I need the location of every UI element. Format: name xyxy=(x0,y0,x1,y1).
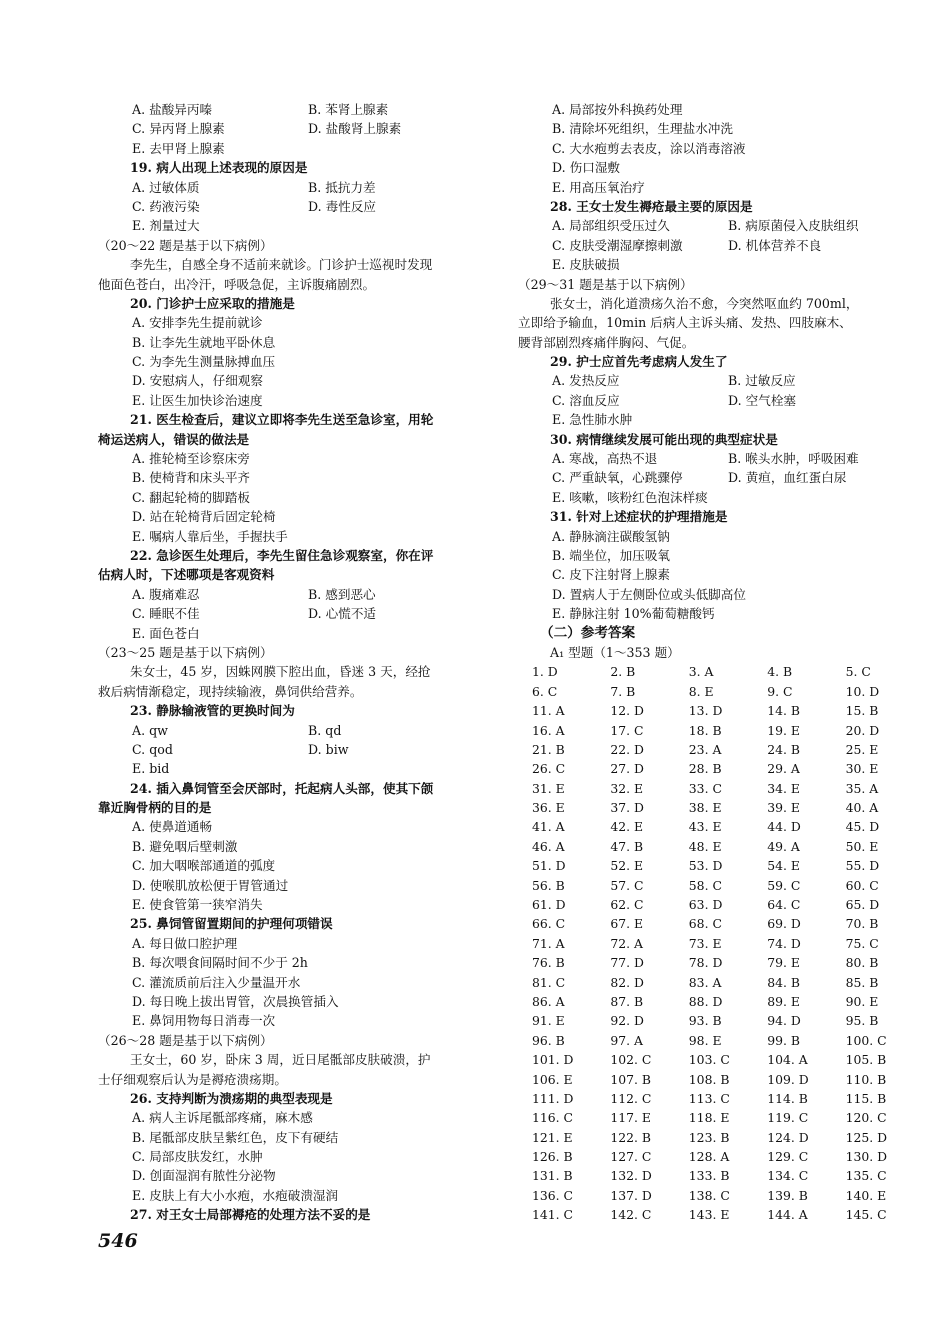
answer-cell: 36. E xyxy=(532,800,565,816)
text-line: 士仔细观察后认为是褥疮溃疡期。 xyxy=(98,1071,287,1087)
answer-cell: 110. B xyxy=(845,1071,887,1087)
answer-cell: 99. B xyxy=(767,1032,800,1048)
option-text: B. 感到恶心 xyxy=(308,586,376,602)
option-text: C. 异丙肾上腺素 xyxy=(132,121,225,137)
answer-cell: 77. D xyxy=(610,955,644,971)
answer-cell: 139. B xyxy=(767,1187,808,1203)
answer-row xyxy=(518,759,910,778)
answer-cell: 111. D xyxy=(532,1090,574,1106)
answer-cell: 126. B xyxy=(532,1149,573,1165)
text-line: C. 大水疱剪去表皮，涂以消毒溶液 xyxy=(552,140,746,156)
question-text: 椅运送病人，错误的做法是 xyxy=(98,431,250,447)
text-line: 立即给予输血，10min 后病人主诉头痛、发热、四肢麻木、 xyxy=(518,315,852,331)
question-text: 28. 王女士发生褥疮最主要的原因是 xyxy=(550,198,753,214)
answer-row xyxy=(518,1070,910,1089)
answer-cell: 63. D xyxy=(688,897,723,913)
text-line: E. 用高压氧治疗 xyxy=(552,179,645,195)
option-text: B. qd xyxy=(308,722,342,738)
answer-cell: 88. D xyxy=(688,993,723,1009)
answer-cell: 66. C xyxy=(532,916,566,932)
answer-cell: 73. E xyxy=(688,935,722,951)
answer-cell: 37. D xyxy=(610,800,644,816)
text-line: A. 局部按外科换药处理 xyxy=(552,102,683,117)
answer-cell: 27. D xyxy=(610,761,644,777)
text-line: E. 剂量过大 xyxy=(132,218,200,234)
text-line: A. 静脉滴注碳酸氢钠 xyxy=(552,528,670,544)
text-line: E. 皮肤破损 xyxy=(552,257,620,273)
text-line: B. 避免咽后壁刺激 xyxy=(132,838,238,854)
answer-cell: 95. B xyxy=(845,1013,879,1029)
answer-cell: 55. D xyxy=(845,858,880,874)
answer-cell: 92. D xyxy=(610,1013,644,1029)
answer-cell: 24. B xyxy=(767,741,800,757)
answer-cell: 74. D xyxy=(767,935,801,951)
option-text: C. 溶血反应 xyxy=(552,392,620,408)
question-text: 29. 护士应首先考虑病人发生了 xyxy=(550,354,728,370)
answer-cell: 54. E xyxy=(767,858,800,874)
answer-cell: 140. E xyxy=(845,1187,887,1203)
text-line: E. 让医生加快诊治速度 xyxy=(132,392,263,408)
answer-cell: 11. A xyxy=(532,703,565,719)
question-text: 27. 对王女士局部褥疮的处理方法不妥的是 xyxy=(130,1207,371,1223)
text-line: E. 皮肤上有大小水疱，水疱破溃湿润 xyxy=(132,1187,339,1203)
text-line: D. 置病人于左侧卧位或头低脚高位 xyxy=(552,586,746,602)
text-line: B. 端坐位，加压吸氧 xyxy=(552,547,671,563)
answer-cell: 59. C xyxy=(767,877,801,893)
text-line: 李先生，自感全身不适前来就诊。门诊护士巡视时发现 xyxy=(130,257,433,273)
answer-cell: 141. C xyxy=(532,1207,574,1223)
answer-row xyxy=(518,701,910,720)
answers-subheading: A₁ 型题（1～353 题） xyxy=(550,644,680,660)
answer-row xyxy=(518,914,910,933)
option-text: B. 喉头水肿，呼吸困难 xyxy=(728,451,859,467)
question-text: 21. 医生检查后，建议立即将李先生送至急诊室，用轮 xyxy=(130,412,434,428)
answer-row xyxy=(518,973,910,992)
text-line: （20～22 题是基于以下病例） xyxy=(98,237,273,253)
answer-cell: 42. E xyxy=(610,819,644,835)
option-text: C. 严重缺氧，心跳骤停 xyxy=(552,470,683,486)
answer-cell: 70. B xyxy=(845,916,879,932)
answer-cell: 62. C xyxy=(610,897,644,913)
answer-cell: 113. C xyxy=(688,1090,730,1106)
answer-cell: 90. E xyxy=(845,993,879,1009)
option-text: D. 机体营养不良 xyxy=(728,237,822,253)
text-line: B. 每次喂食间隔时间不少于 2h xyxy=(132,955,308,971)
text-line: 朱女士，45 岁，因蛛网膜下腔出血，昏迷 3 天，经抢 xyxy=(130,664,431,680)
answer-cell: 21. B xyxy=(532,741,565,757)
text-line: C. 局部皮肤发红，水肿 xyxy=(132,1149,263,1165)
answer-row xyxy=(518,1031,910,1050)
text-line: E. 咳嗽，咳粉红色泡沫样痰 xyxy=(552,489,708,505)
text-line: （23～25 题是基于以下病例） xyxy=(98,644,273,660)
answer-cell: 18. B xyxy=(688,722,722,738)
option-text: B. 过敏反应 xyxy=(728,373,796,389)
option-text: B. 病原菌侵入皮肤组织 xyxy=(728,218,859,234)
text-line: E. 使食管第一狭窄消失 xyxy=(132,897,263,913)
answer-row xyxy=(518,1089,910,1108)
answer-cell: 4. B xyxy=(767,664,793,680)
option-pair xyxy=(98,178,490,197)
answer-cell: 20. D xyxy=(845,722,880,738)
answer-cell: 38. E xyxy=(688,800,722,816)
text-line: C. 翻起轮椅的脚踏板 xyxy=(132,489,250,505)
answer-cell: 7. B xyxy=(610,683,636,699)
question-text: 19. 病人出现上述表现的原因是 xyxy=(130,160,308,176)
answer-cell: 84. B xyxy=(767,974,800,990)
text-line: B. 尾骶部皮肤呈紫红色，皮下有硬结 xyxy=(132,1129,339,1145)
option-text: D. biw xyxy=(308,741,349,757)
option-pair xyxy=(98,740,490,759)
answer-cell: 83. A xyxy=(688,974,722,990)
answer-cell: 12. D xyxy=(610,703,644,719)
answer-row xyxy=(518,1011,910,1030)
text-line: A. 病人主诉尾骶部疼痛，麻木感 xyxy=(132,1110,313,1126)
option-text: A. 寒战，高热不退 xyxy=(552,451,658,467)
answer-cell: 68. C xyxy=(688,916,722,932)
answer-cell: 49. A xyxy=(767,838,800,854)
option-text: C. qod xyxy=(132,741,173,757)
answer-cell: 78. D xyxy=(688,955,723,971)
answer-row xyxy=(518,1050,910,1069)
answer-cell: 67. E xyxy=(610,916,644,932)
answer-cell: 133. B xyxy=(688,1168,730,1184)
answer-row xyxy=(518,1186,910,1205)
text-line: D. 创面湿润有脓性分泌物 xyxy=(132,1168,276,1184)
answer-cell: 8. E xyxy=(688,683,714,699)
option-text: C. 皮肤受潮湿摩擦刺激 xyxy=(552,237,683,253)
answer-cell: 41. A xyxy=(532,819,565,835)
answer-cell: 107. B xyxy=(610,1071,652,1087)
text-line: A. 安排李先生提前就诊 xyxy=(132,315,263,331)
answer-row xyxy=(518,1205,910,1224)
text-line: E. 急性肺水肿 xyxy=(552,412,633,428)
answer-cell: 91. E xyxy=(532,1013,565,1029)
answer-cell: 80. B xyxy=(845,955,879,971)
answer-row xyxy=(518,721,910,740)
text-line: A. 每日做口腔护理 xyxy=(132,935,238,951)
option-text: A. 腹痛难忍 xyxy=(132,586,200,602)
answer-cell: 97. A xyxy=(610,1032,643,1048)
text-line: D. 每日晚上拔出胃管，次晨换管插入 xyxy=(132,993,339,1009)
answer-cell: 43. E xyxy=(688,819,722,835)
answer-row xyxy=(518,1128,910,1147)
answer-row xyxy=(518,817,910,836)
text-line: 腰背部剧烈疼痛伴胸闷、气促。 xyxy=(518,334,695,350)
answer-cell: 85. B xyxy=(845,974,879,990)
answer-cell: 50. E xyxy=(845,838,879,854)
answer-cell: 93. B xyxy=(688,1013,722,1029)
left-column xyxy=(98,100,490,1225)
answer-cell: 86. A xyxy=(532,993,565,1009)
answer-cell: 75. C xyxy=(845,935,879,951)
text-line: B. 让李先生就地平卧休息 xyxy=(132,334,276,350)
answer-cell: 104. A xyxy=(767,1052,808,1068)
option-text: D. 盐酸肾上腺素 xyxy=(308,121,402,137)
answer-cell: 82. D xyxy=(610,974,644,990)
answer-cell: 130. D xyxy=(845,1149,888,1165)
answer-cell: 17. C xyxy=(610,722,644,738)
question-text: 25. 鼻饲管留置期间的护理何项错误 xyxy=(130,916,333,932)
answer-cell: 142. C xyxy=(610,1207,652,1223)
answer-cell: 3. A xyxy=(688,664,714,680)
answer-row xyxy=(518,798,910,817)
question-text: 20. 门诊护士应采取的措施是 xyxy=(130,295,295,311)
text-line: C. 灌流质前后注入少量温开水 xyxy=(132,974,301,990)
answer-cell: 71. A xyxy=(532,935,565,951)
answer-cell: 13. D xyxy=(688,703,723,719)
answers-heading: （二）参考答案 xyxy=(540,624,636,641)
right-column xyxy=(518,100,910,1225)
text-line: 张女士，消化道溃疡久治不愈，今突然呕血约 700ml， xyxy=(550,295,859,311)
question-text: 31. 针对上述症状的护理措施是 xyxy=(550,509,728,525)
text-line: D. 站在轮椅背后固定轮椅 xyxy=(132,509,276,525)
answer-cell: 145. C xyxy=(845,1207,887,1223)
answer-cell: 96. B xyxy=(532,1032,565,1048)
answer-cell: 39. E xyxy=(767,800,800,816)
answer-cell: 35. A xyxy=(845,780,879,796)
text-line: （26～28 题是基于以下病例） xyxy=(98,1032,273,1048)
answer-cell: 114. B xyxy=(767,1090,808,1106)
answer-cell: 1. D xyxy=(532,664,558,680)
answer-cell: 45. D xyxy=(845,819,880,835)
answer-row xyxy=(518,953,910,972)
answer-cell: 135. C xyxy=(845,1168,887,1184)
option-pair xyxy=(518,391,910,410)
answer-cell: 87. B xyxy=(610,993,644,1009)
text-line: E. 面色苍白 xyxy=(132,625,200,641)
answer-cell: 116. C xyxy=(532,1110,574,1126)
answer-cell: 48. E xyxy=(688,838,722,854)
answer-cell: 137. D xyxy=(610,1187,652,1203)
answer-cell: 28. B xyxy=(688,761,722,777)
option-text: A. 过敏体质 xyxy=(132,179,200,195)
answer-cell: 51. D xyxy=(532,858,566,874)
answer-cell: 64. C xyxy=(767,897,801,913)
answer-cell: 115. B xyxy=(845,1090,887,1106)
answer-cell: 109. D xyxy=(767,1071,809,1087)
answer-row xyxy=(518,856,910,875)
option-text: A. qw xyxy=(132,722,168,738)
answer-cell: 119. C xyxy=(767,1110,809,1126)
option-pair xyxy=(518,216,910,235)
answer-cell: 69. D xyxy=(767,916,801,932)
answer-cell: 31. E xyxy=(532,780,565,796)
answer-cell: 10. D xyxy=(845,683,880,699)
answer-cell: 138. C xyxy=(688,1187,730,1203)
answer-cell: 98. E xyxy=(688,1032,722,1048)
answer-cell: 127. C xyxy=(610,1149,652,1165)
option-text: A. 发热反应 xyxy=(552,373,620,389)
answer-cell: 143. E xyxy=(688,1207,730,1223)
answer-row xyxy=(518,934,910,953)
option-pair xyxy=(98,197,490,216)
answer-cell: 61. D xyxy=(532,897,566,913)
question-text: 23. 静脉输液管的更换时间为 xyxy=(130,703,295,719)
text-line: E. bid xyxy=(132,761,170,777)
answer-cell: 81. C xyxy=(532,974,566,990)
option-text: A. 盐酸异丙嗪 xyxy=(132,102,213,117)
answer-cell: 136. C xyxy=(532,1187,574,1203)
answer-cell: 6. C xyxy=(532,683,558,699)
question-text: 24. 插入鼻饲管至会厌部时，托起病人头部，使其下颌 xyxy=(130,780,434,796)
text-line: B. 清除坏死组织，生理盐水冲洗 xyxy=(552,121,733,137)
answer-cell: 60. C xyxy=(845,877,879,893)
text-line: C. 皮下注射肾上腺素 xyxy=(552,567,670,583)
text-line: 救后病情渐稳定，现持续输液，鼻饲供给营养。 xyxy=(98,683,363,699)
option-text: C. 药液污染 xyxy=(132,198,200,214)
option-pair xyxy=(98,721,490,740)
answer-cell: 29. A xyxy=(767,761,800,777)
answer-cell: 100. C xyxy=(845,1032,887,1048)
answer-row xyxy=(518,837,910,856)
answer-cell: 117. E xyxy=(610,1110,651,1126)
text-line: 王女士，60 岁，卧床 3 周，近日尾骶部皮肤破溃，护 xyxy=(130,1052,431,1068)
text-line: D. 使喉肌放松便于胃管通过 xyxy=(132,877,289,893)
text-line: （29～31 题是基于以下病例） xyxy=(518,276,693,292)
answer-cell: 134. C xyxy=(767,1168,809,1184)
answer-cell: 108. B xyxy=(688,1071,730,1087)
option-pair xyxy=(98,585,490,604)
answer-cell: 132. D xyxy=(610,1168,652,1184)
answer-row xyxy=(518,1166,910,1185)
text-line: 他面色苍白，出冷汗，呼吸急促，主诉腹痛剧烈。 xyxy=(98,276,376,292)
answer-cell: 33. C xyxy=(688,780,722,796)
answer-cell: 79. E xyxy=(767,955,800,971)
answer-cell: 52. E xyxy=(610,858,644,874)
page-number: 546 xyxy=(98,1230,138,1252)
answer-cell: 105. B xyxy=(845,1052,887,1068)
text-line: A. 推轮椅至诊察床旁 xyxy=(132,451,250,467)
option-text: B. 苯肾上腺素 xyxy=(308,102,389,117)
option-text: B. 抵抗力差 xyxy=(308,179,376,195)
text-line: E. 鼻饲用物每日消毒一次 xyxy=(132,1013,276,1029)
answer-cell: 94. D xyxy=(767,1013,801,1029)
answer-cell: 129. C xyxy=(767,1149,809,1165)
answer-row xyxy=(518,1108,910,1127)
option-pair xyxy=(518,236,910,255)
answer-cell: 2. B xyxy=(610,664,636,680)
question-text: 靠近胸骨柄的目的是 xyxy=(98,800,212,816)
answer-cell: 19. E xyxy=(767,722,800,738)
answer-cell: 103. C xyxy=(688,1052,730,1068)
answer-cell: 23. A xyxy=(688,741,722,757)
option-pair xyxy=(518,371,910,390)
answer-cell: 57. C xyxy=(610,877,644,893)
answer-cell: 30. E xyxy=(845,761,879,777)
answer-cell: 58. C xyxy=(688,877,722,893)
answer-cell: 22. D xyxy=(610,741,644,757)
option-text: C. 睡眠不佳 xyxy=(132,606,200,622)
option-pair xyxy=(518,449,910,468)
text-line: D. 伤口湿敷 xyxy=(552,160,621,176)
answer-row xyxy=(518,895,910,914)
answer-cell: 89. E xyxy=(767,993,800,1009)
answer-cell: 56. B xyxy=(532,877,565,893)
answer-cell: 102. C xyxy=(610,1052,652,1068)
question-text: 22. 急诊医生处理后，李先生留住急诊观察室，你在评 xyxy=(130,547,434,563)
answer-cell: 25. E xyxy=(845,741,879,757)
answer-cell: 26. C xyxy=(532,761,566,777)
answer-cell: 76. B xyxy=(532,955,565,971)
answer-cell: 15. B xyxy=(845,703,879,719)
option-text: D. 毒性反应 xyxy=(308,198,377,214)
option-pair xyxy=(98,119,490,138)
answer-cell: 123. B xyxy=(688,1129,730,1145)
option-text: D. 黄疸，血红蛋白尿 xyxy=(728,470,847,486)
text-line: E. 静脉注射 10%葡萄糖酸钙 xyxy=(552,606,715,622)
text-line: D. 安慰病人，仔细观察 xyxy=(132,373,263,389)
answer-row xyxy=(518,682,910,701)
answer-cell: 121. E xyxy=(532,1129,573,1145)
answer-cell: 32. E xyxy=(610,780,644,796)
question-text: 26. 支持判断为溃疡期的典型表现是 xyxy=(130,1090,333,1106)
answer-cell: 106. E xyxy=(532,1071,573,1087)
answer-cell: 65. D xyxy=(845,897,880,913)
answer-cell: 46. A xyxy=(532,838,565,854)
text-line: C. 为李先生测量脉搏血压 xyxy=(132,354,276,370)
answer-cell: 53. D xyxy=(688,858,723,874)
answer-cell: 125. D xyxy=(845,1129,888,1145)
answer-row xyxy=(518,876,910,895)
answer-cell: 144. A xyxy=(767,1207,808,1223)
answer-row xyxy=(518,662,910,681)
answer-cell: 47. B xyxy=(610,838,644,854)
answer-cell: 34. E xyxy=(767,780,800,796)
text-line: B. 使椅背和床头平齐 xyxy=(132,470,251,486)
answer-row xyxy=(518,1147,910,1166)
answer-cell: 72. A xyxy=(610,935,643,951)
answer-cell: 120. C xyxy=(845,1110,887,1126)
question-text: 估病人时，下述哪项是客观资料 xyxy=(98,567,275,583)
option-text: D. 空气栓塞 xyxy=(728,392,797,408)
answer-cell: 118. E xyxy=(688,1110,730,1126)
text-line: A. 使鼻道通畅 xyxy=(132,819,213,835)
answer-cell: 101. D xyxy=(532,1052,574,1068)
text-line: E. 去甲肾上腺素 xyxy=(132,140,225,156)
answer-row xyxy=(518,992,910,1011)
question-text: 30. 病情继续发展可能出现的典型症状是 xyxy=(550,431,778,447)
answer-cell: 5. C xyxy=(845,664,871,680)
option-text: A. 局部组织受压过久 xyxy=(552,218,670,234)
answer-cell: 16. A xyxy=(532,722,565,738)
answer-cell: 122. B xyxy=(610,1129,652,1145)
text-line: C. 加大咽喉部通道的弧度 xyxy=(132,858,276,874)
answer-cell: 14. B xyxy=(767,703,800,719)
option-text: D. 心慌不适 xyxy=(308,606,377,622)
text-line: E. 嘱病人靠后坐，手握扶手 xyxy=(132,528,288,544)
answer-cell: 124. D xyxy=(767,1129,809,1145)
answer-cell: 44. D xyxy=(767,819,801,835)
option-pair xyxy=(98,604,490,623)
option-pair xyxy=(518,468,910,487)
answer-cell: 40. A xyxy=(845,800,879,816)
answer-row xyxy=(518,740,910,759)
answer-cell: 112. C xyxy=(610,1090,652,1106)
option-pair xyxy=(98,100,490,119)
answer-row xyxy=(518,779,910,798)
answer-cell: 9. C xyxy=(767,683,793,699)
answer-cell: 131. B xyxy=(532,1168,573,1184)
answer-cell: 128. A xyxy=(688,1149,730,1165)
